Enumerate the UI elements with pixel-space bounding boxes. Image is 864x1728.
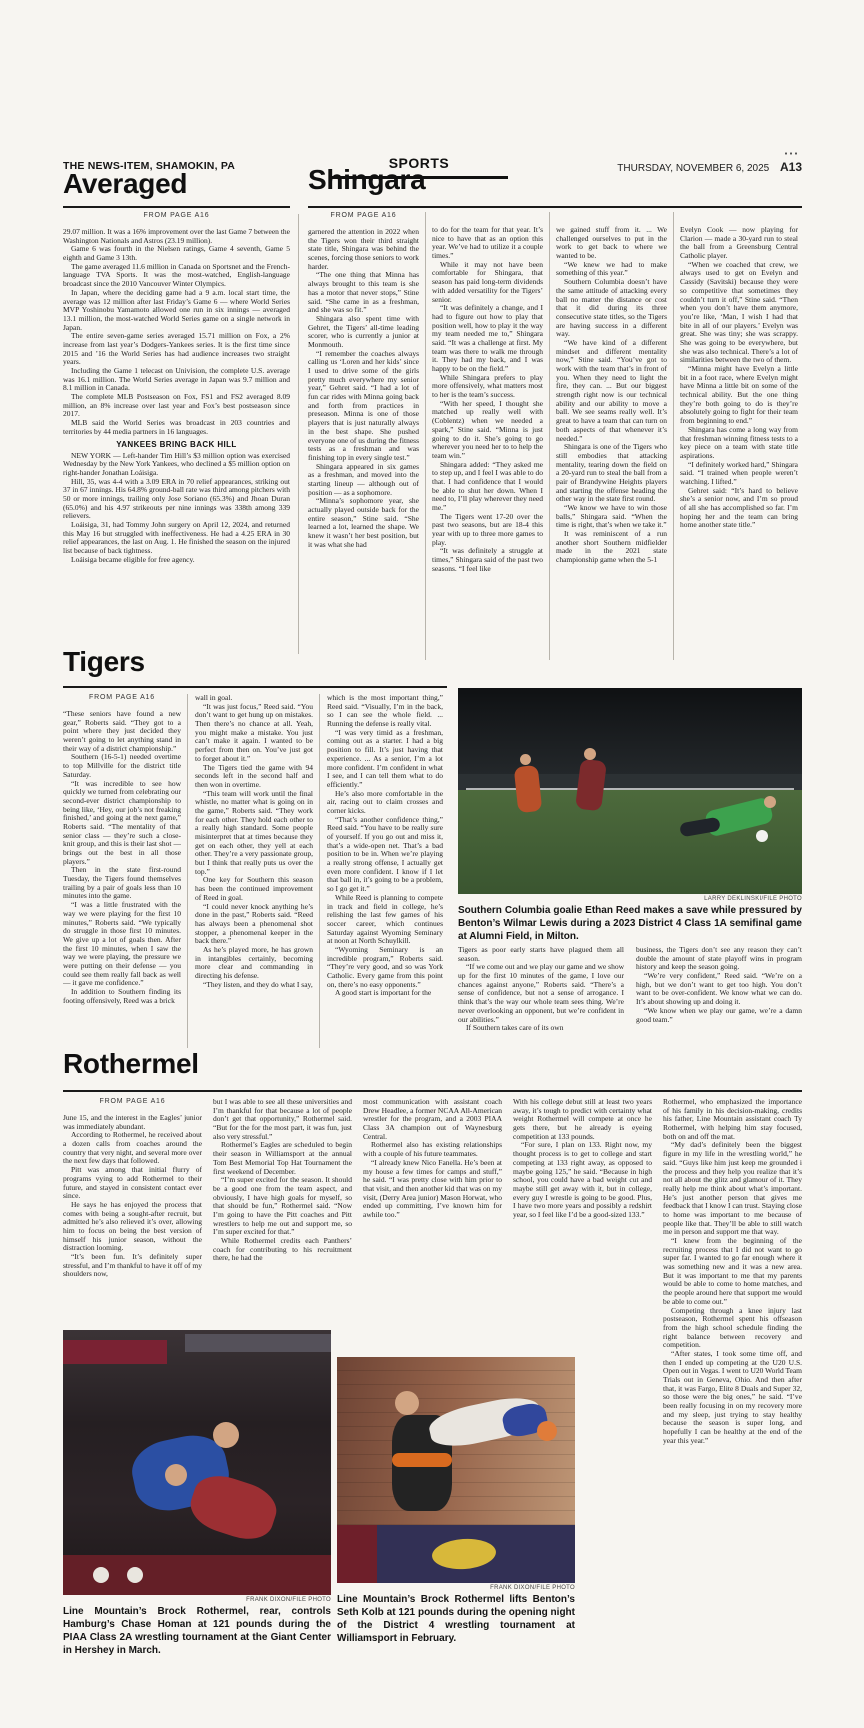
paragraph: “We know we have to win those balls,” Shingara said. “When the time is right, that’s when we take it.” (556, 503, 667, 530)
paragraph: wall in goal. (195, 694, 233, 702)
player-head (584, 748, 596, 760)
column-4 (680, 212, 798, 660)
paragraph: “I knew from the beginning of the recruiting process that I did not want to go super far. I wanted to go far enough where it was something new and it was a new area. But it was important to me that my parents would be able to come to home matches, and the people around here that support me would be able to come out.” (663, 1236, 802, 1306)
paragraph: While Rothermel credits each Panthers’ coach for contributing to his recruitment there, he had the (213, 1236, 352, 1263)
paragraph: “When we coached that crew, we always used to get on Evelyn and Cassidy (Savitski) because they were so competitive that sometimes they couldn’t turn it off,” Stine said. “Then when you don’t have them anymore, you’re like, ‘Man, I wish I had that bite in all of our players.’ Evelyn was great. She was tiny; she was scrappy. She was going to be everywhere, but she was also technical. There’s a lot of similarities between the two of them. (680, 259, 798, 365)
column-3 (556, 212, 674, 660)
arena-banner (63, 1340, 167, 1364)
dateline (617, 160, 802, 174)
paragraph: “Wyoming Seminary is an incredible program,” Roberts said. “They’re very good, and so was York Catholic. Every game from this point on, there’s no easy opponents.” (327, 944, 443, 989)
photo-credit: LARRY DEKLINSKI/FILE PHOTO (704, 896, 802, 902)
rothermel-column-2 (213, 1098, 352, 1326)
rothermel-column-4 (513, 1098, 652, 1350)
paragraph: “That’s another confidence thing,” Reed said. “You have to be really sure of yourself. If you go out and miss it, that’s a wide-open net. That’s a bad position to be in. When we’re playing a really strong offense, I actually get even more confident. I know if I let that ball in, it’s going to be a problem, so I go get it.” (327, 814, 443, 894)
paragraph: Tigers as poor early starts have plagued them all season. (458, 946, 624, 963)
paragraph: As he’s played more, he has grown in intangibles certainly, becoming more clear and commanding in directing his defense. (195, 944, 313, 980)
paragraph: “I could never knock anything he’s done in the past,” Roberts said. “Reed has always been a phenomenal shot stopper, a phenomenal keeper in the back there.” (195, 901, 313, 946)
article-text (63, 710, 181, 1005)
section-title: SPORTS (388, 155, 450, 171)
paragraph: Rothermel also has existing relationships with a couple of his future teammates. (363, 1140, 502, 1159)
page-number: A13 (779, 160, 802, 174)
paragraph: According to Rothermel, he received about a dozen calls from coaches around the country that very night, and several more over the next few days that followed. (63, 1130, 202, 1166)
paragraph: “My dad’s definitely been the biggest figure in my life in the wrestling world,” he said. “Guys like him just keep me grounded i the process and they help you realize that it’s not all about the glitz and glamour of it. They really help me think about what’s important. He’s just another person that gives me feedback that I know I can trust. Staying close to home was important to me because of people like that. They’ll be able to still watch me in person and support me that way. (663, 1140, 802, 1237)
paragraph: Hill, 35, was 4-4 with a 3.09 ERA in 70 relief appearances, striking out 37 in 67 innings. His 64.8% ground-ball rate was third among pitchers with 50 or more innings, trailing only Jose Soriano (65.3%) and Jhoan Duran (65.0%) and his 4.97 strikeouts per nine innings was 338th among 339 relievers. (63, 476, 290, 521)
paragraph: MLB said the World Series was broadcast in 203 countries and territories by 44 media partners in 16 languages. (63, 418, 290, 436)
subhead-yankees: YANKEES BRING BACK HILL (116, 439, 237, 449)
paragraph: “We know when we play our game, we’re a damn good team.” (636, 1005, 802, 1024)
paragraph: Shingara is one of the Tigers who still embodies that attacking mentality, tearing down the field on a 20-yard run to steal the ball from a pair of Brandywine Heights players and starting the offense heading the other way in the state first round. (556, 442, 667, 504)
date-text: THURSDAY, NOVEMBER 6, 2025 (617, 163, 770, 174)
column-4 (458, 946, 624, 1050)
paragraph: Rothermel, who emphasized the importance of his family in his decision-making, credits his father, Line Mountain assistant coach Ty Rothermel, with helping him stay focused, both on and off the mat. (663, 1098, 802, 1141)
paragraph: He says he has enjoyed the process that comes with being a sought-after recruit, but admitted he’s also relieved it’s over, allowing him to focus on being the best version of himself his junior season, without the distraction looming. (63, 1199, 202, 1253)
paragraph: “After states, I took some time off, and then I ended up competing at the U20 U.S. Open out in Vegas. I went to U20 World Team Trials out in Geneva, Ohio. And then after that, it was Fargo, Elite 8 Duals and Super 32, so those were the big ones,” he said. “I’ve been really focusing in on my recovery more and my sleep, just trying to stay healthy because the season is super long, and hopefully I can be healthy at the end of the year this year.” (663, 1348, 802, 1445)
paragraph: “I definitely worked hard,” Shingara said. “I trained when people weren’t watching. I lifted.” (680, 459, 798, 486)
paragraph: Evelyn Cook — now playing for Clarion — made a 30-yard run to steal the ball from a Greensburg Central Catholic player. (680, 226, 798, 261)
paragraph: “With her speed, I thought she matched up really well with (Coblentz) when we needed a spark,” Stine said. “Minna is just going to do it. She’s going to go wherever you need her to to help the team win.” (432, 398, 543, 460)
article-text (363, 1098, 502, 1220)
paragraph: “The one thing that Minna has always brought to this team is she has a motor that never stops,” Stine said. “She came in as a freshman, and she was so fit.” (308, 270, 419, 315)
paragraph: “I’m super excited for the season. It should be a good one from the team aspect, and obviously, I have high goals for myself, so that should be fun,” Rothermel said. “Now I’m going to have the Pitt coaches and Pitt wrestlers to help me out and support me, so I’m super excited for that.” (213, 1175, 352, 1237)
wrestling-photo2-caption: Line Mountain’s Brock Rothermel lifts Benton’s Seth Kolb at 121 pounds during the opening night of the District 4 wrestling tournament at Williamsport in February. (337, 1594, 575, 1644)
soccer-photo (458, 688, 802, 894)
article-text (556, 226, 667, 565)
paragraph: “Minna’s sophomore year, she actually played outside back for the entire season,” Stine said. “She learned a lot, learned the shape. We knew it wasn’t her best position, but it was what she had (308, 496, 419, 549)
paragraph: “Minna might have Evelyn a little bit in a foot race, where Evelyn might have Minna a little bit on some of the technical ability. But the one thing they’re both going to do is they’re absolutely going to fight for their team from beginning to end.” (680, 364, 798, 426)
paragraph: we gained stuff from it. ... We challenged ourselves to put in the work to get back to where we wanted to be. (556, 226, 667, 261)
paragraph: The entire seven-game series averaged 15.71 million on Fox, a 2% increase from last year’s Dodgers-Yankees series. It is the first time since 2015 and ’16 the World Series has had audience increases two straight years. (63, 331, 290, 367)
headline-rothermel: Rothermel (63, 1048, 199, 1079)
wrestling-photo-hershey (63, 1330, 331, 1595)
article-text (63, 1114, 202, 1279)
paragraph: “We knew we had to make something of this year.” (556, 259, 667, 278)
rothermel-column-3 (363, 1098, 502, 1350)
continued-from-kicker: FROM PAGE A16 (89, 694, 155, 701)
mat-logo (127, 1567, 143, 1583)
headline-rule (308, 206, 802, 208)
photo-credit: FRANK DIXON/FILE PHOTO (490, 1585, 575, 1591)
paragraph: Shingara also spent time with Gehret, the Tigers’ all-time leading scorer, who is currently a junior at Monmouth. (308, 313, 419, 349)
paragraph: Shingara has come a long way from that freshman winning fitness tests to a key piece on a team with state title aspirations. (680, 424, 798, 460)
mat-logo (93, 1567, 109, 1583)
wrestler-head (165, 1464, 187, 1486)
paragraph: “I was very timid as a freshman, coming out as a starter. I had a big position to fill. It’s just having that experience. ... As a senior, I’m a lot more confident. I’m confident in what I see, and I can tell them what to do efficiently.” (327, 727, 443, 789)
paragraph: If Southern takes care of its own (466, 1023, 564, 1033)
paragraph: Southern (16-5-1) needed overtime to top Millville for the district title Saturday. (63, 752, 181, 779)
paragraph: The game averaged 11.6 million in Canada on Sportsnet and the French-language TVA Sports. It was the most-watched, English-language broadcast since the 2010 Vancouver Winter Olympics. (63, 261, 290, 289)
article-text (195, 694, 313, 989)
paragraph: “It was definitely a struggle at times,” Shingara said of the past two seasons. “I feel like (432, 546, 543, 573)
article-tigers-left (63, 694, 447, 1048)
paragraph: “We have kind of a different mindset and different mentality now,” Stine said. “You’ve got to work with the team that’s in front of you. When they need to light the fire, they can. ... But our biggest strength right now is our technical ability and our ability to move a ball. We see seams really well. It’s great to have a team that can turn on both aspects of that whenever it’s needed.” (556, 337, 667, 443)
publication-name: THE NEWS-ITEM, SHAMOKIN, PA (63, 160, 236, 172)
article-text (636, 946, 802, 1024)
headline-tigers: Tigers (63, 646, 145, 677)
headgear (537, 1421, 557, 1441)
article-text (663, 1098, 802, 1446)
paragraph: The Tigers tied the game with 94 seconds left in the second half and then won in overtime. (195, 762, 313, 789)
photo-credit: FRANK DIXON/FILE PHOTO (246, 1597, 331, 1603)
paragraph: 29.07 million. It was a 16% improvement over the last Game 7 between the Washington Nationals and Astros (23.19 million). (63, 228, 290, 245)
paragraph: “It was incredible to see how quickly we turned from celebrating our second-ever district championship to being like, ‘Hey, our job’s not freaking finished,’ and going at the next game,” Roberts said. “The mentality of that senior class — they’re such a close-knit group, and this is their last shot — brings out the best in all those players.” (63, 778, 181, 866)
arena-banner (185, 1334, 331, 1352)
column-2 (432, 212, 550, 660)
orange-trim (392, 1453, 452, 1467)
column-5 (636, 946, 802, 1050)
soccer-ball (756, 830, 768, 842)
headline-shingara: Shingara (308, 164, 426, 195)
paragraph: “I already knew Nico Fanella. He’s been at my house a few times for camps and stuff,” he said. “I was pretty close with him prior to that visit, and then another kid that was on my visit, (Derry Area junior) Mason Horwat, who ended up committing, I’ve known him for awhile too.” (363, 1157, 502, 1219)
paragraph: “These seniors have found a new gear,” Roberts said. “They got to a point where they just decided they weren’t going to let anything stand in their way of a district championship.” (63, 710, 181, 753)
goalie-head (764, 796, 776, 808)
paragraph: “We’re very confident,” Reed said. “We’re on a high, but we don’t want to get too high. You don’t want to be over-confident. We know what we can do. It’s about showing up and doing it. (636, 971, 802, 1007)
mat-corner (337, 1525, 377, 1583)
rothermel-column-1 (63, 1098, 202, 1330)
paragraph: It was reminiscent of a run another short Southern midfielder made in the 2021 state championship game when the 5-1 (556, 529, 667, 565)
paragraph: In addition to Southern finding its footing offensively, Reed was a brick (63, 987, 181, 1005)
column-1 (63, 694, 188, 1048)
column-2 (195, 694, 320, 1048)
article-text (432, 226, 543, 574)
paragraph: “This team will work until the final whistle, no matter what is going on in the game,” Roberts said. “They work for each other. They hold each other to a really high standard. Some people misinterpret that at times because they get on each other, they yell at each other. They’re a very passionate group, but I think that really puts us over the top.” (195, 788, 313, 876)
continued-from-kicker: FROM PAGE A16 (143, 212, 210, 219)
column-1 (308, 212, 426, 660)
paragraph: “For sure, I plan on 133. Right now, my thought process is to get to college and start competing at 133 right away, as opposed to maybe going 125,” he said. “Because in high school, you could have a bad weight cut and maybe still get away with it, but in college, every guy I wrestle is going to be good. Plus, I have two more years and possibly a redshirt year, so I feel like I’d be a good-sized 133.” (513, 1140, 652, 1219)
article-tigers-right (458, 946, 802, 1050)
paragraph: Shingara appeared in six games as a freshman, and moved into the starting lineup — although out of position — as a sophomore. (308, 461, 419, 497)
paragraph: Game 6 was fourth in the Nielsen ratings, Game 4 seventh, Game 5 eighth and Game 3 13th. (63, 244, 290, 263)
article-text (213, 1098, 352, 1263)
paragraph: which is the most important thing,” Reed said. “Visually, I’m in the back, so I can see the whole field. ... Running the defense is really vital. (327, 694, 443, 729)
headline-averaged: Averaged (63, 168, 188, 199)
headline-rule (63, 1090, 802, 1092)
paragraph: Loáisiga became eligible for free agency. (71, 554, 195, 564)
paragraph: He’s also more comfortable in the air, racing out to claim crosses and corner kicks. (327, 788, 443, 815)
continued-from-kicker: FROM PAGE A16 (330, 212, 397, 219)
paragraph: June 15, and the interest in the Eagles’ junior was immediately abundant. (63, 1114, 202, 1131)
paragraph: Then in the state first-round Tuesday, the Tigers found themselves trailing by a pair of goals less than 10 minutes into the game. (63, 865, 181, 901)
paragraph: While it may not have been comfortable for Shingara, that season has paid long-term dividends with added versatility for the Tigers’ senior. (432, 259, 543, 304)
paragraph: to do for the team for that year. It’s nice to have that as an option this year. We’ve had to utilize it a couple times.” (432, 226, 543, 261)
paragraph: Competing through a knee injury last postseason, Rothermel spent his offseason from the high school schedule finding the right balance between recovery and competition. (663, 1305, 802, 1350)
paragraph: With his college debut still at least two years away, it’s tough to predict with certainty what weight Rothermel will compete at once he gets there, but he already is eyeing competition at 133 pounds. (513, 1098, 652, 1141)
headline-rule (63, 686, 447, 688)
paragraph: Loáisiga, 31, had Tommy John surgery on April 12, 2024, and returned this May 16 but struggled with ineffectiveness. He had a 4.25 ERA in 30 relief appearances, the last on Aug. 1. He finished the season on the injured list because of back tightness. (63, 520, 290, 556)
paragraph: A good start is important for the (335, 988, 432, 998)
continued-from-kicker: FROM PAGE A16 (99, 1098, 166, 1105)
article-text (63, 228, 290, 437)
article-text (63, 452, 290, 565)
paragraph: “I was a little frustrated with the way we were playing for the first 10 minutes,” Roberts said. “We typically do struggle in those first 10 minutes. We give up a lot of goals then. After the first 10 minutes, when I saw the way we were playing, the pressure we were putting on their defense — you could see them really fall back as well — it gave me confidence.” (63, 900, 181, 988)
paragraph: Gehret said: “It’s hard to believe she’s a senior now, and I’m so proud of all she has accomplished so far. I’m hoping her and the team can bring home another state title.” (680, 485, 798, 530)
paragraph: garnered the attention in 2022 when the Tigers won their third straight state title, Shingara was behind the scenes, forcing those seniors to work harder. (308, 228, 419, 271)
player-head (520, 754, 531, 765)
paragraph: “It was definitely a change, and I had to figure out how to play that position well, how to play it the way my team needed me to,” Shingara said. “It was a challenge at first. My team was there to walk me through it. They had my back, and I was happy to be on the field.” (432, 303, 543, 373)
article-text (513, 1098, 652, 1220)
wrestler-head (395, 1391, 419, 1415)
rothermel-column-5 (663, 1098, 802, 1662)
paragraph: “I remember the coaches always calling us ‘Loren and her kids’ since I used to drive some of the girls pretty much everywhere my senior year,” Gehret said. “I had a lot of fun car rides with Minna going back and forth from practices in preseason. Minna is one of those players that is just naturally always in the best shape. She pushed everyone one of us during the fitness tests as a freshman and was finishing top in every single test.” (308, 348, 419, 462)
column-divider (298, 214, 299, 654)
article-text (327, 694, 443, 998)
wrestler-head (213, 1422, 239, 1448)
paragraph: NEW YORK — Left-hander Tim Hill’s $3 million option was exercised Wednesday by the New York Yankees, who declined a $5 million option on right-hander Jonathan Loáisiga. (63, 451, 290, 477)
article-text (308, 228, 419, 549)
registration-dots (784, 152, 798, 155)
paragraph: but I was able to see all these universities and I’m thankful for that because a lot of people don’t get that opportunity,” Rothermel said. “But for the for the most part, it was fun, just also very stressful.” (213, 1098, 352, 1141)
paragraph: One key for Southern this season has been the continued improvement of Reed in goal. (195, 875, 313, 902)
paragraph: “If we come out and we play our game and we show up for the first 10 minutes of the game, I love our chances against anyone,” Roberts said. “There’s a sense of confidence, but not a sense of arrogance. I think that’s the way our whole team sees thing. We’re never overlooking an opponent, but we’re confident in our abilities.” (458, 962, 624, 1024)
paragraph: most communication with assistant coach Drew Headlee, a former NCAA All-American wrestler for the program, and a 2003 PIAA Class 3A champion out of Waynesburg Central. (363, 1098, 502, 1141)
paragraph: Rothermel’s Eagles are scheduled to begin their season in Williamsport at the annual Tom Best Memorial Top Hat Tournament the first weekend of December. (213, 1140, 352, 1176)
column-3 (327, 694, 443, 1048)
soccer-photo-caption: Southern Columbia goalie Ethan Reed makes a save while pressured by Benton’s Wilmar Lewis during a 2023 District 4 Class 1A semifinal game at Alumni Field, in Milton. (458, 905, 802, 942)
paragraph: While Shingara prefers to play more offensively, what matters most to her is the team’s success. (432, 372, 543, 400)
paragraph: “It was just focus,” Reed said. “You don’t want to get hung up on mistakes. Then there’s no chance at all. Yeah, you might make a mistake. You just can’t make it again. I wanted to be perfect from then on. You’ve just got to forget about it.” (195, 701, 313, 763)
paragraph: Southern Columbia doesn’t have the same attitude of attacking every ball no matter the distance or cost that it did during its three consecutive state titles, so the Tigers are having success in a different way. (556, 277, 667, 339)
paragraph: In Japan, where the deciding game had a 9 a.m. local start time, the average was 12 million after last Friday’s Game 6 — where World Series MVP Yoshinobu Yamamoto allowed one run in six innings — averaged 13.1 million, the most-watched World Series game on a single network in Japan. (63, 287, 290, 332)
paragraph: The Tigers went 17-20 over the past two seasons, but are 18-4 this year with up to three more games to play. (432, 511, 543, 547)
paragraph: business, the Tigers don’t see any reason they can’t double the amount of state playoff wins in program history and keep the season going. (636, 946, 802, 972)
headline-rule (63, 206, 290, 208)
paragraph: Pitt was among that initial flurry of programs vying to add Rothermel to their future, and stayed in consistent contact ever since. (63, 1165, 202, 1201)
paragraph: The complete MLB Postseason on Fox, FS1 and FS2 averaged 8.09 million, an 8% increase over last year and Fox’s best postseason since 2017. (63, 392, 290, 419)
paragraph: “They listen, and they do what I say, (203, 979, 313, 989)
wrestling-photo1-caption: Line Mountain’s Brock Rothermel, rear, controls Hamburg’s Chase Homan at 121 pounds during the PIAA Class 2A wrestling tournament at the Giant Center in Hershey in March. (63, 1606, 331, 1656)
article-shingara-body (308, 212, 802, 660)
paragraph: “It’s been fun. It’s definitely super stressful, and I’m thankful to have it off of my shoulders now, (63, 1252, 202, 1279)
paragraph: Including the Game 1 telecast on Univision, the complete U.S. average was 16.1 million. The World Series average in Japan was 9.7 million and 8.1 million in Canada. (63, 366, 290, 393)
paragraph: Shingara added: “They asked me to step up, and I feel I was able to do that. I had confidence that I would be able to shut her down. When I need to, I’ll play wherever they need me.” (432, 459, 543, 512)
wrestling-photo-williamsport (337, 1357, 575, 1583)
article-averaged-body (63, 212, 290, 658)
article-text (458, 946, 624, 1033)
paragraph: While Reed is planning to compete in track and field in college, he’s relishing the last few games of his soccer career, which continues Saturday against Wyoming Seminary at noon at North Schuylkill. (327, 892, 443, 946)
night-sky (458, 688, 802, 774)
player-shape (514, 765, 543, 813)
article-text (680, 226, 798, 530)
